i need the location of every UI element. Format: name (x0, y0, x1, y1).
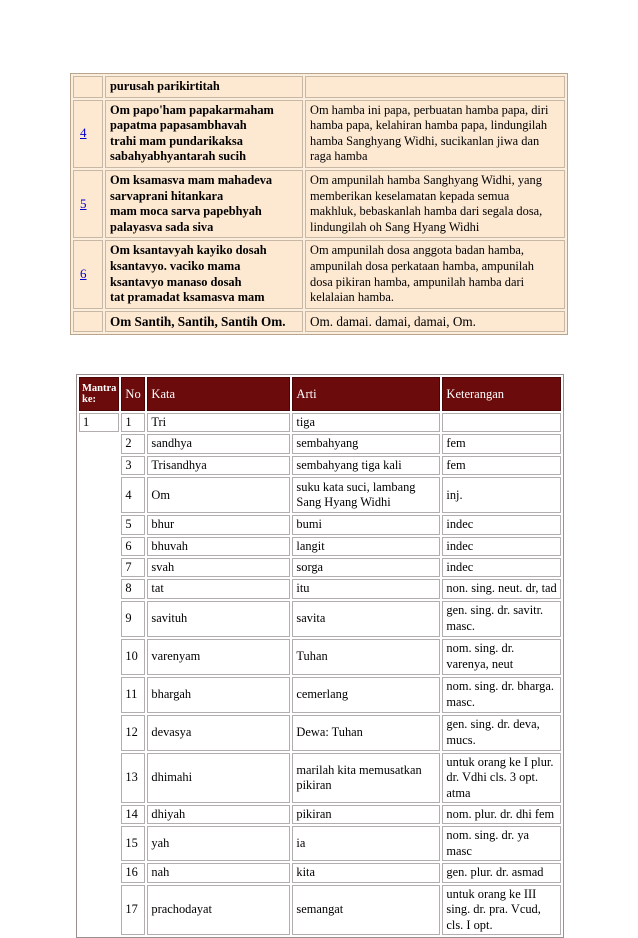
word-cell: varenyam (147, 639, 290, 675)
word-cell: bhur (147, 515, 290, 534)
notes-cell: indec (442, 558, 561, 577)
number-cell: 3 (121, 456, 145, 475)
number-cell: 2 (121, 434, 145, 453)
mantra-cell (79, 639, 119, 675)
mantra-number-cell (73, 100, 103, 168)
mantra-number-cell (73, 170, 103, 238)
notes-cell: nom. sing. dr. ya masc (442, 826, 561, 861)
word-cell: devasya (147, 715, 290, 751)
mantra-cell (79, 677, 119, 713)
sanskrit-line: Om ksantavyah kayiko dosah (110, 243, 267, 258)
word-cell: Om (147, 477, 290, 513)
notes-cell: non. sing. neut. dr, tad (442, 579, 561, 598)
word-cell: svah (147, 558, 290, 577)
mantra-number-link[interactable]: 4 (80, 125, 87, 141)
table-row (79, 477, 561, 513)
table-row (79, 639, 561, 675)
translation-line: ampunilah dosa perkataan hamba, ampunilah (310, 258, 534, 273)
table-row (79, 677, 561, 713)
mantra-number-cell (73, 76, 103, 98)
meaning-cell: savita (292, 601, 440, 637)
mantra-cell (79, 601, 119, 637)
sanskrit-line: sabahyabhyantarah sucih (110, 149, 247, 164)
header-arti: Arti (292, 377, 440, 411)
meaning-cell: Dewa: Tuhan (292, 715, 440, 751)
number-cell: 14 (121, 805, 145, 824)
meaning-cell: suku kata suci, lambang Sang Hyang Widhi (292, 477, 440, 513)
mantra-cell (79, 558, 119, 577)
sanskrit-line: purusah parikirtitah (110, 79, 220, 93)
mantra-number-link[interactable]: 6 (80, 266, 87, 282)
sanskrit-line: sarvaprani hitankara (110, 188, 224, 203)
table-row (79, 826, 561, 861)
notes-cell: fem (442, 434, 561, 453)
number-cell: 4 (121, 477, 145, 513)
mantra-cell (79, 826, 119, 861)
table-row (79, 885, 561, 935)
translation-line: Om hamba ini papa, perbuatan hamba papa, diri (310, 102, 549, 117)
meaning-cell: ia (292, 826, 440, 861)
sanskrit-line: ksantavyo manaso dosah (110, 274, 242, 289)
word-cell: bhargah (147, 677, 290, 713)
mantra-cell (79, 579, 119, 598)
number-cell: 8 (121, 579, 145, 598)
table-row (79, 413, 561, 432)
meaning-cell: sorga (292, 558, 440, 577)
number-cell: 12 (121, 715, 145, 751)
sanskrit-line: tat pramadat ksamasva mam (110, 290, 265, 305)
word-cell: Tri (147, 413, 290, 432)
notes-cell: inj. (442, 477, 561, 513)
meaning-cell: sembahyang tiga kali (292, 456, 440, 475)
translation-line: memberikan keselamatan kepada semua (310, 188, 510, 203)
notes-cell: untuk orang ke III sing. dr. pra. Vcud, cls. I opt. (442, 885, 561, 935)
sanskrit-line: Om Santih, Santih, Santih Om. (110, 313, 286, 329)
translation-line: Om ampunilah hamba Sanghyang Widhi, yang (310, 172, 542, 187)
meaning-cell: bumi (292, 515, 440, 534)
table-row (79, 434, 561, 453)
sanskrit-line: papatma papasambhavah (110, 118, 247, 133)
word-cell: bhuvah (147, 537, 290, 556)
mantra-cell (79, 885, 119, 935)
table-row (79, 537, 561, 556)
header-keterangan: Keterangan (442, 377, 561, 411)
table-header-row (79, 377, 561, 411)
mantra-number-cell (73, 240, 103, 308)
notes-cell: nom. sing. dr. bharga. masc. (442, 677, 561, 713)
number-cell: 9 (121, 601, 145, 637)
number-cell: 7 (121, 558, 145, 577)
number-cell: 1 (121, 413, 145, 432)
translation-line: dosa pikiran hamba, ampunilah hamba dari (310, 274, 525, 289)
table-row (79, 456, 561, 475)
mantra-cell (79, 715, 119, 751)
word-cell: yah (147, 826, 290, 861)
sanskrit-line: mam moca sarva papebhyah (110, 204, 262, 219)
mantra-row (73, 311, 565, 333)
mantra-cell: 1 (79, 413, 119, 432)
notes-cell: untuk orang ke I plur. dr. Vdhi cls. 3 opt. atma (442, 753, 561, 803)
mantra-cell (79, 434, 119, 453)
word-cell: prachodayat (147, 885, 290, 935)
table-row (79, 601, 561, 637)
translation-cell (305, 240, 565, 308)
sanskrit-cell (105, 100, 303, 168)
mantra-cell (79, 863, 119, 882)
meaning-cell: sembahyang (292, 434, 440, 453)
word-cell: dhiyah (147, 805, 290, 824)
mantra-row (73, 170, 565, 238)
mantra-row (73, 240, 565, 308)
meaning-cell: Tuhan (292, 639, 440, 675)
sanskrit-cell (105, 170, 303, 238)
number-cell: 15 (121, 826, 145, 861)
translation-cell (305, 100, 565, 168)
word-cell: dhimahi (147, 753, 290, 803)
word-cell: Trisandhya (147, 456, 290, 475)
sanskrit-cell (105, 240, 303, 308)
number-cell: 6 (121, 537, 145, 556)
meaning-cell: kita (292, 863, 440, 882)
meaning-cell: langit (292, 537, 440, 556)
notes-cell: indec (442, 537, 561, 556)
word-cell: tat (147, 579, 290, 598)
mantra-number-cell (73, 311, 103, 333)
translation-line: Om ampunilah dosa anggota badan hamba, (310, 243, 525, 258)
meaning-cell: pikiran (292, 805, 440, 824)
translation-line: makhluk, bebaskanlah hamba dari segala dosa, (310, 204, 543, 219)
mantra-row (73, 76, 565, 98)
notes-cell: gen. plur. dr. asmad (442, 863, 561, 882)
mantra-cell (79, 477, 119, 513)
table-row (79, 805, 561, 824)
table-row (79, 715, 561, 751)
translation-line: hamba Sanghyang Widhi, sucikanlan jiwa dan (310, 133, 540, 148)
header-kata: Kata (147, 377, 290, 411)
word-cell: nah (147, 863, 290, 882)
table-row (79, 863, 561, 882)
table-row (79, 753, 561, 803)
table-row (79, 515, 561, 534)
number-cell: 5 (121, 515, 145, 534)
translation-cell (305, 76, 565, 98)
number-cell: 16 (121, 863, 145, 882)
notes-cell: gen. sing. dr. savitr. masc. (442, 601, 561, 637)
mantra-cell (79, 515, 119, 534)
translation-line: lindungilah oh Sang Hyang Widhi (310, 219, 480, 234)
sanskrit-line: Om papo'ham papakarmaham (110, 102, 274, 117)
translation-line: Om. damai. damai, damai, Om. (310, 313, 476, 329)
translation-line: kelalaian hamba. (310, 290, 394, 305)
mantra-cell (79, 537, 119, 556)
word-cell: savituh (147, 601, 290, 637)
translation-line: raga hamba (310, 149, 368, 164)
sanskrit-line: palayasva sada siva (110, 219, 214, 234)
meaning-cell: semangat (292, 885, 440, 935)
meaning-cell: itu (292, 579, 440, 598)
meaning-cell: tiga (292, 413, 440, 432)
mantra-cell (79, 805, 119, 824)
sanskrit-line: ksantavyo. vaciko mama (110, 258, 241, 273)
notes-cell: fem (442, 456, 561, 475)
notes-cell: gen. sing. dr. deva, mucs. (442, 715, 561, 751)
mantra-cell (79, 753, 119, 803)
number-cell: 17 (121, 885, 145, 935)
number-cell: 10 (121, 639, 145, 675)
notes-cell: indec (442, 515, 561, 534)
header-no: No (121, 377, 145, 411)
number-cell: 13 (121, 753, 145, 803)
translation-cell (305, 311, 565, 333)
mantra-cell (79, 456, 119, 475)
notes-cell: nom. sing. dr. varenya, neut (442, 639, 561, 675)
meaning-cell: cemerlang (292, 677, 440, 713)
mantra-row (73, 100, 565, 168)
number-cell: 11 (121, 677, 145, 713)
vocabulary-table (76, 374, 564, 938)
sanskrit-line: trahi mam pundarikaksa (110, 133, 243, 148)
sanskrit-cell (105, 311, 303, 333)
translation-line: hamba papa, kelahiran hamba papa, lindungilah (310, 118, 548, 133)
sanskrit-line: Om ksamasva mam mahadeva (110, 172, 273, 187)
translation-cell (305, 170, 565, 238)
table-row (79, 558, 561, 577)
notes-cell: nom. plur. dr. dhi fem (442, 805, 561, 824)
meaning-cell: marilah kita memusatkan pikiran (292, 753, 440, 803)
notes-cell (442, 413, 561, 432)
word-cell: sandhya (147, 434, 290, 453)
table-row (79, 579, 561, 598)
mantra-table (70, 73, 568, 335)
mantra-number-link[interactable]: 5 (80, 195, 87, 211)
header-mantra: Mantra ke: (79, 377, 119, 411)
sanskrit-cell (105, 76, 303, 98)
